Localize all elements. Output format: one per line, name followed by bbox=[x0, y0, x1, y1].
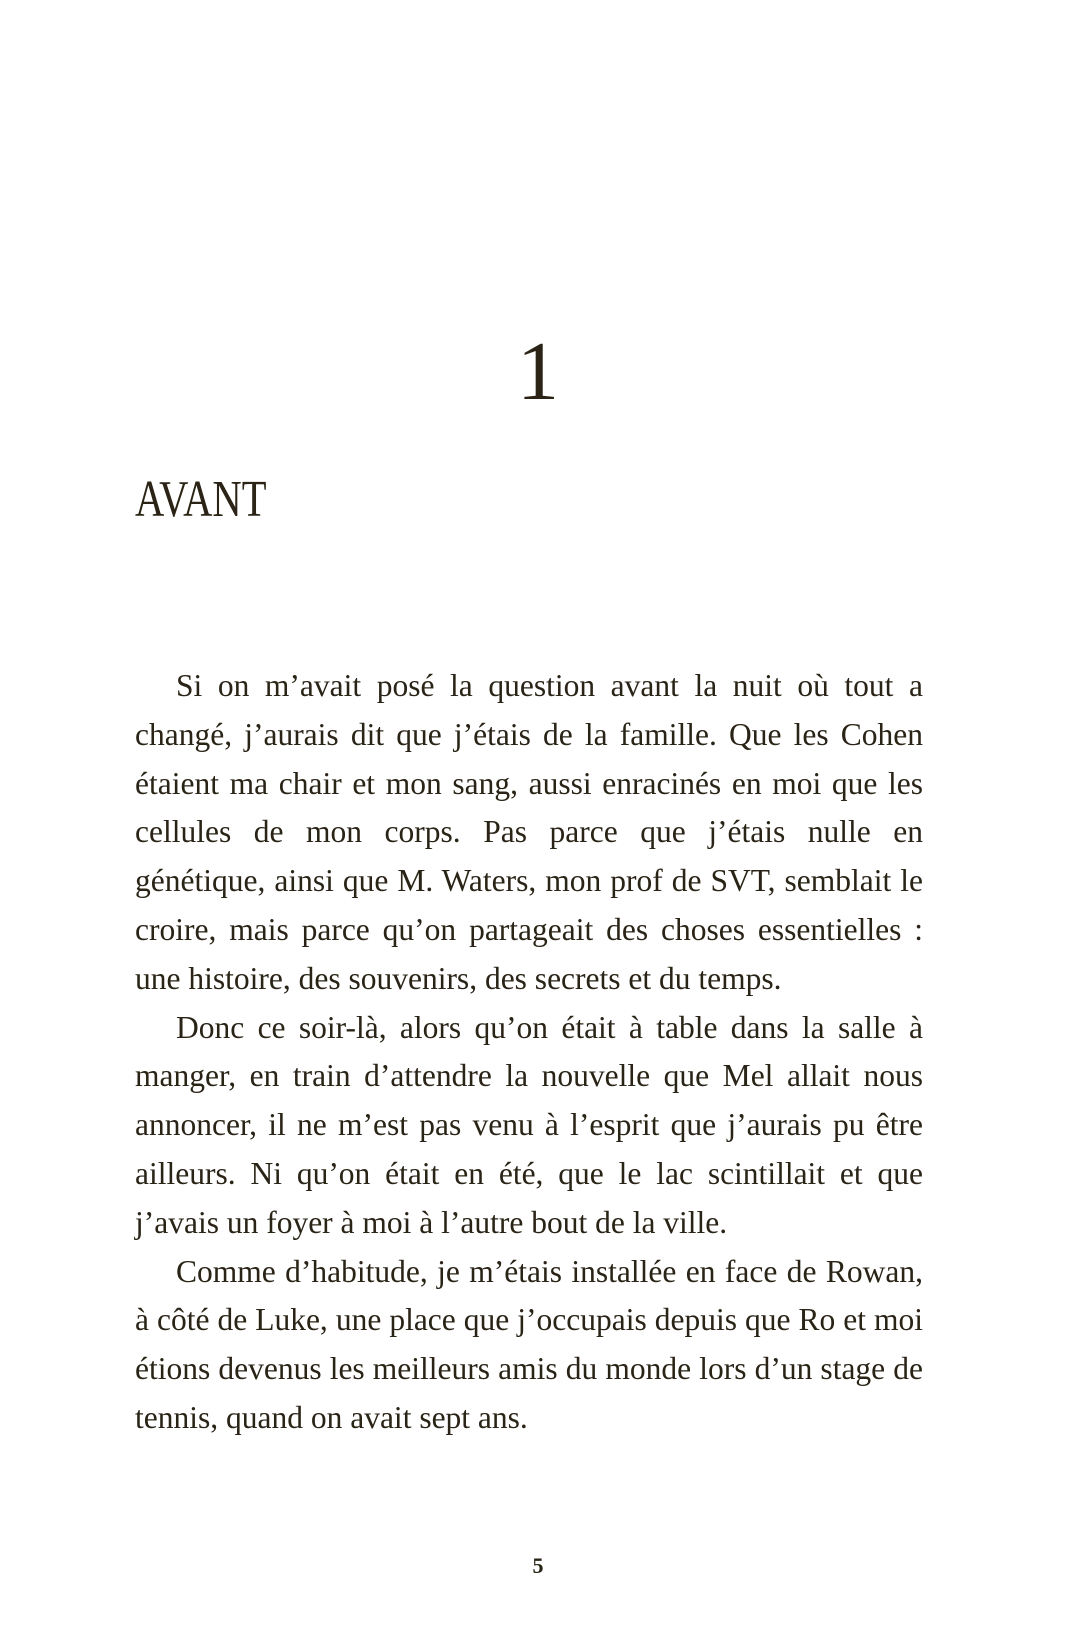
paragraph: Comme d’habitude, je m’étais installée en face de Rowan, à côté de Luke, une place que j’occupais depuis que Ro et moi étions devenus les meilleurs amis du monde lors d’un stage de tennis, quand on avait sept ans. bbox=[135, 1253, 923, 1435]
chapter-number: 1 bbox=[517, 325, 559, 418]
body-text bbox=[135, 662, 923, 1443]
paragraph: Donc ce soir-là, alors qu’on était à table dans la salle à manger, en train d’attendre la nouvelle que Mel allait nous annoncer, il ne m’est pas venu à l’esprit que j’aurais pu être ailleurs. Ni qu’on était en été, que le lac scintillait et que j’avais un foyer à moi à l’autre bout de la ville. bbox=[135, 1009, 923, 1240]
page-number: 5 bbox=[532, 1553, 544, 1578]
chapter-title: AVANT bbox=[135, 471, 267, 528]
paragraph: Si on m’avait posé la question avant la nuit où tout a changé, j’aurais dit que j’étais de la famille. Que les Cohen étaient ma chair et mon sang, aussi enracinés en moi que les cellules de mon corps. Pas parce que j’étais nulle en génétique, ainsi que M. Waters, mon prof de SVT, semblait le croire, mais parce qu’on partageait des choses essentielles : une histoire, des souvenirs, des secrets et du temps. bbox=[135, 668, 923, 996]
